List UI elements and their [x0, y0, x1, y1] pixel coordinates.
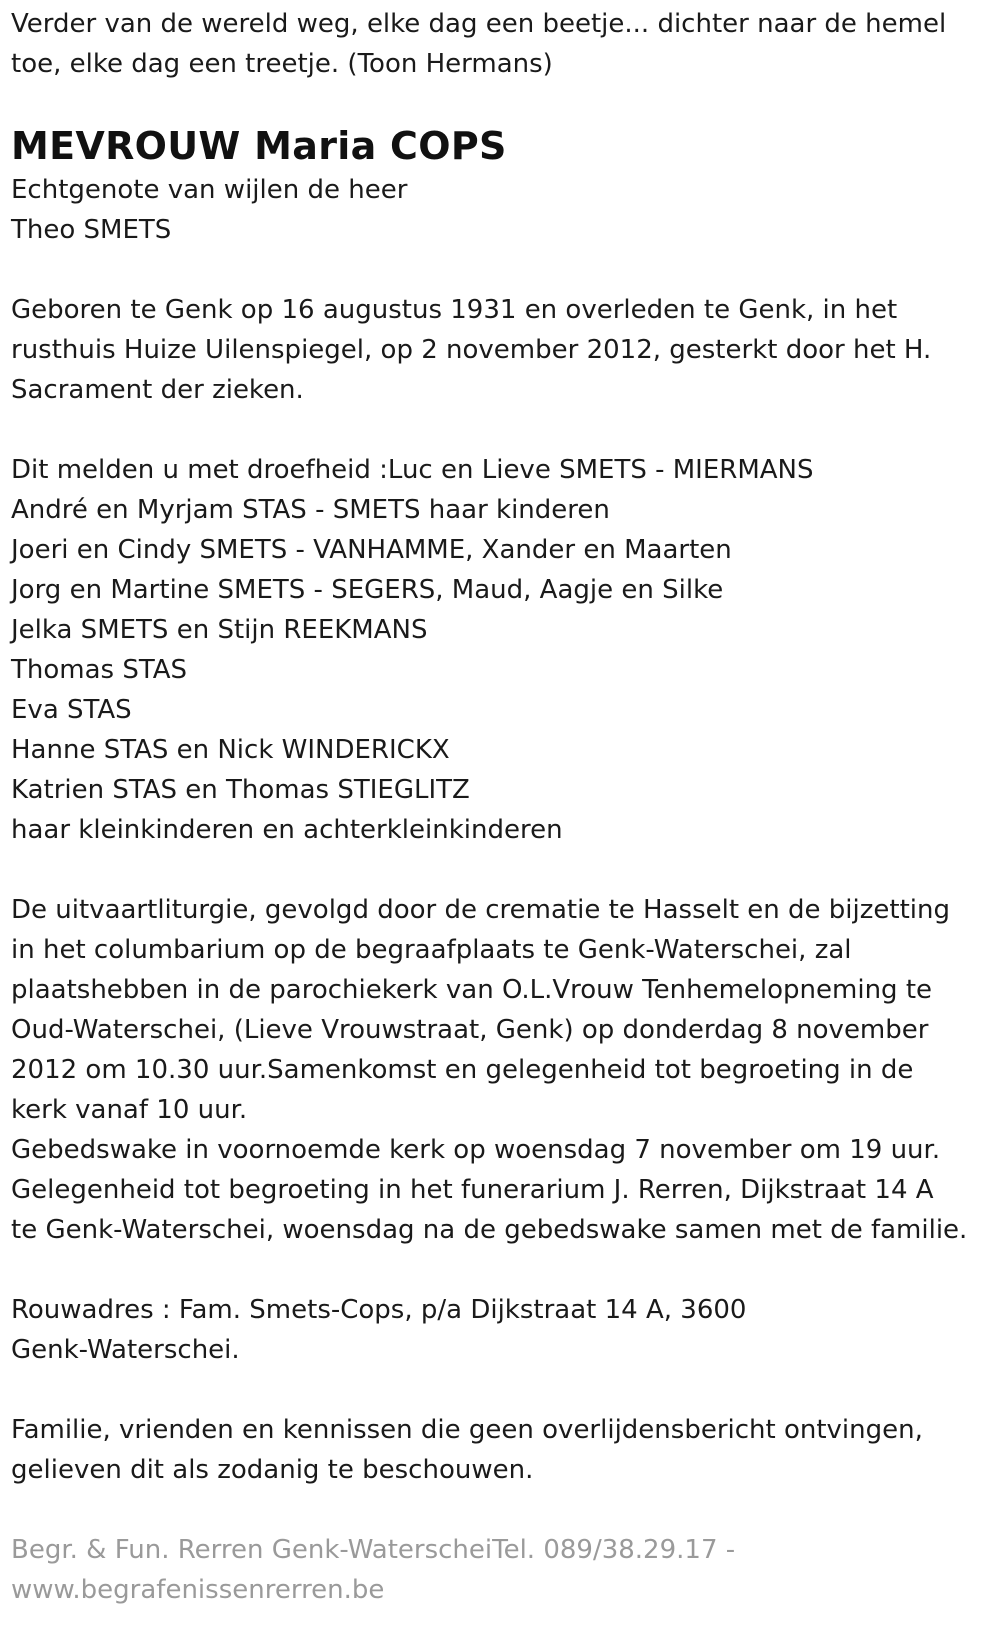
ceremony-line: in het columbarium op de begraafplaats te Genk-Waterschei, zal	[11, 935, 852, 965]
spouse-block	[11, 170, 991, 250]
spouse-line: Theo SMETS	[11, 215, 172, 245]
spouse-line: Echtgenote van wijlen de heer	[11, 175, 408, 205]
ceremony-line: Gebedswake in voornoemde kerk op woensdag 7 november om 19 uur.	[11, 1135, 941, 1165]
address-line: Rouwadres : Fam. Smets-Cops, p/a Dijkstraat 14 A, 3600	[11, 1295, 747, 1325]
birth-death-line: Sacrament der zieken.	[11, 375, 304, 405]
family-line: André en Myrjam STAS - SMETS haar kinderen	[11, 495, 610, 525]
birth-death-line: Geboren te Genk op 16 augustus 1931 en overleden te Genk, in het	[11, 295, 898, 325]
family-line: Thomas STAS	[11, 655, 187, 685]
footer-block	[11, 1530, 991, 1610]
address-line: Genk-Waterschei.	[11, 1335, 240, 1365]
family-line: Jelka SMETS en Stijn REEKMANS	[11, 615, 428, 645]
obituary-notice	[11, 0, 991, 1610]
ceremony-line: 2012 om 10.30 uur.Samenkomst en gelegenheid tot begroeting in de	[11, 1055, 914, 1085]
ceremony-line: kerk vanaf 10 uur.	[11, 1095, 248, 1125]
ceremony-line: Oud-Waterschei, (Lieve Vrouwstraat, Genk) op donderdag 8 november	[11, 1015, 929, 1045]
deceased-name: MEVROUW Maria COPS	[11, 124, 507, 168]
family-line: haar kleinkinderen en achterkleinkinderen	[11, 815, 563, 845]
closing-block	[11, 1410, 991, 1490]
family-line: Hanne STAS en Nick WINDERICKX	[11, 735, 450, 765]
ceremony-block	[11, 890, 991, 1250]
ceremony-line: plaatshebben in de parochiekerk van O.L.Vrouw Tenhemelopneming te	[11, 975, 933, 1005]
birth-death-line: rusthuis Huize Uilenspiegel, op 2 november 2012, gesterkt door het H.	[11, 335, 932, 365]
footer-website: www.begrafenissenrerren.be	[11, 1575, 385, 1605]
address-block	[11, 1290, 991, 1370]
ceremony-line: Gelegenheid tot begroeting in het funerarium J. Rerren, Dijkstraat 14 A	[11, 1175, 934, 1205]
family-line: Katrien STAS en Thomas STIEGLITZ	[11, 775, 470, 805]
family-line: Eva STAS	[11, 695, 132, 725]
quote-line: Verder van de wereld weg, elke dag een beetje... dichter naar de hemel	[11, 9, 947, 39]
quote-block	[11, 4, 991, 84]
ceremony-line: De uitvaartliturgie, gevolgd door de crematie te Hasselt en de bijzetting	[11, 895, 950, 925]
family-line: Dit melden u met droefheid :Luc en Lieve SMETS - MIERMANS	[11, 455, 814, 485]
footer-line: Begr. & Fun. Rerren Genk-WaterscheiTel. 089/38.29.17 -	[11, 1535, 736, 1565]
closing-line: gelieven dit als zodanig te beschouwen.	[11, 1455, 534, 1485]
birth-death-block	[11, 290, 991, 410]
family-block	[11, 450, 991, 850]
closing-line: Familie, vrienden en kennissen die geen overlijdensbericht ontvingen,	[11, 1415, 923, 1445]
family-line: Jorg en Martine SMETS - SEGERS, Maud, Aagje en Silke	[11, 575, 724, 605]
quote-line: toe, elke dag een treetje. (Toon Hermans)	[11, 49, 553, 79]
ceremony-line: te Genk-Waterschei, woensdag na de gebedswake samen met de familie.	[11, 1215, 968, 1245]
family-line: Joeri en Cindy SMETS - VANHAMME, Xander en Maarten	[11, 535, 732, 565]
